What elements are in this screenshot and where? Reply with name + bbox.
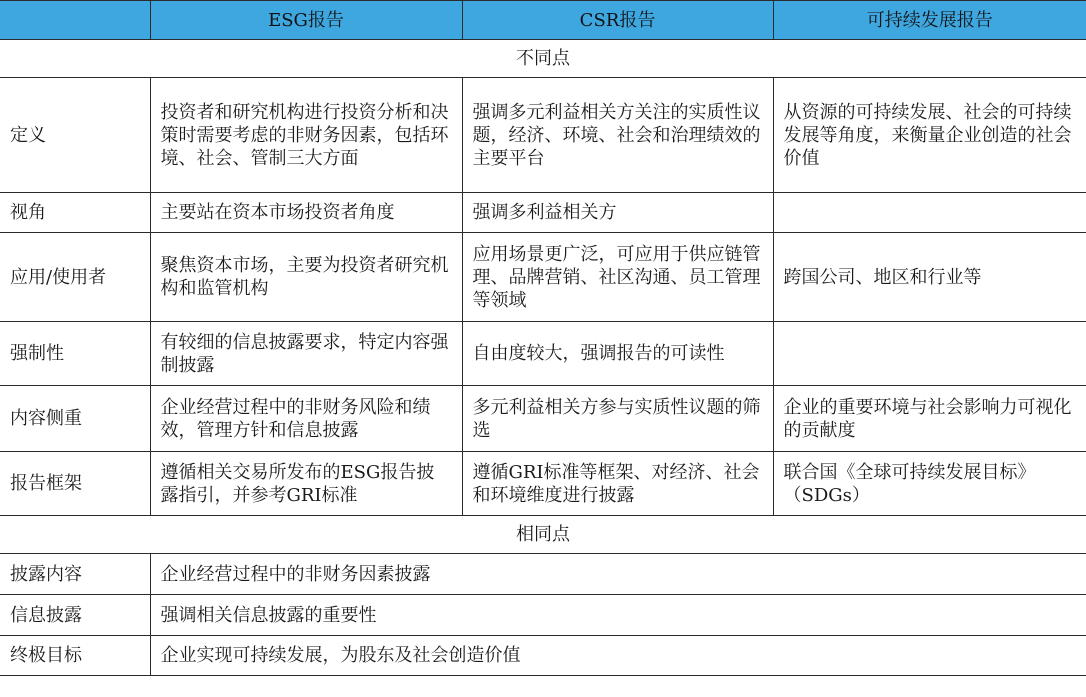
row-label-ultimate-goal: 终极目标 <box>0 636 150 676</box>
header-sustainability-report: 可持续发展报告 <box>773 1 1086 40</box>
row-label-disclosure-content: 披露内容 <box>0 554 150 595</box>
cell-sd-application: 跨国公司、地区和行业等 <box>773 233 1086 322</box>
header-esg-report: ESG报告 <box>150 1 462 40</box>
cell-esg-perspective: 主要站在资本市场投资者角度 <box>150 193 462 233</box>
cell-csr-content-focus: 多元利益相关方参与实质性议题的筛选 <box>462 386 773 452</box>
header-csr-report: CSR报告 <box>462 1 773 40</box>
cell-information-disclosure: 强调相关信息披露的重要性 <box>150 595 1086 636</box>
cell-sd-mandatory <box>773 322 1086 386</box>
table-row-framework <box>0 452 1086 516</box>
cell-csr-framework: 遵循GRI标准等框架、对经济、社会和环境维度进行披露 <box>462 452 773 516</box>
cell-disclosure-content: 企业经营过程中的非财务因素披露 <box>150 554 1086 595</box>
cell-esg-framework: 遵循相关交易所发布的ESG报告披露指引，并参考GRI标准 <box>150 452 462 516</box>
similarities-section-title: 相同点 <box>0 516 1086 554</box>
header-row <box>0 1 1086 40</box>
row-label-perspective: 视角 <box>0 193 150 233</box>
cell-csr-perspective: 强调多利益相关方 <box>462 193 773 233</box>
row-label-information-disclosure: 信息披露 <box>0 595 150 636</box>
table-row-perspective <box>0 193 1086 233</box>
row-label-mandatory: 强制性 <box>0 322 150 386</box>
cell-sd-framework: 联合国《全球可持续发展目标》（SDGs） <box>773 452 1086 516</box>
header-blank-cell <box>0 1 150 40</box>
table-row-application <box>0 233 1086 322</box>
table-row-ultimate-goal <box>0 636 1086 676</box>
table-row-content-focus <box>0 386 1086 452</box>
cell-csr-mandatory: 自由度较大，强调报告的可读性 <box>462 322 773 386</box>
cell-sd-definition: 从资源的可持续发展、社会的可持续发展等角度，来衡量企业创造的社会价值 <box>773 78 1086 193</box>
cell-csr-application: 应用场景更广泛，可应用于供应链管理、品牌营销、社区沟通、员工管理等领域 <box>462 233 773 322</box>
similarities-section-row <box>0 516 1086 554</box>
cell-esg-definition: 投资者和研究机构进行投资分析和决策时需要考虑的非财务因素，包括环境、社会、管制三大方面 <box>150 78 462 193</box>
cell-esg-mandatory: 有较细的信息披露要求，特定内容强制披露 <box>150 322 462 386</box>
table-row-definition <box>0 78 1086 193</box>
differences-section-row <box>0 40 1086 78</box>
row-label-content-focus: 内容侧重 <box>0 386 150 452</box>
cell-sd-content-focus: 企业的重要环境与社会影响力可视化的贡献度 <box>773 386 1086 452</box>
cell-ultimate-goal: 企业实现可持续发展，为股东及社会创造价值 <box>150 636 1086 676</box>
table-row-disclosure-content <box>0 554 1086 595</box>
differences-section-title: 不同点 <box>0 40 1086 78</box>
row-label-definition: 定义 <box>0 78 150 193</box>
row-label-application: 应用/使用者 <box>0 233 150 322</box>
table-row-mandatory <box>0 322 1086 386</box>
cell-esg-content-focus: 企业经营过程中的非财务风险和绩效，管理方针和信息披露 <box>150 386 462 452</box>
cell-sd-perspective <box>773 193 1086 233</box>
cell-csr-definition: 强调多元利益相关方关注的实质性议题，经济、环境、社会和治理绩效的主要平台 <box>462 78 773 193</box>
table-row-information-disclosure <box>0 595 1086 636</box>
row-label-framework: 报告框架 <box>0 452 150 516</box>
cell-esg-application: 聚焦资本市场，主要为投资者研究机构和监管机构 <box>150 233 462 322</box>
